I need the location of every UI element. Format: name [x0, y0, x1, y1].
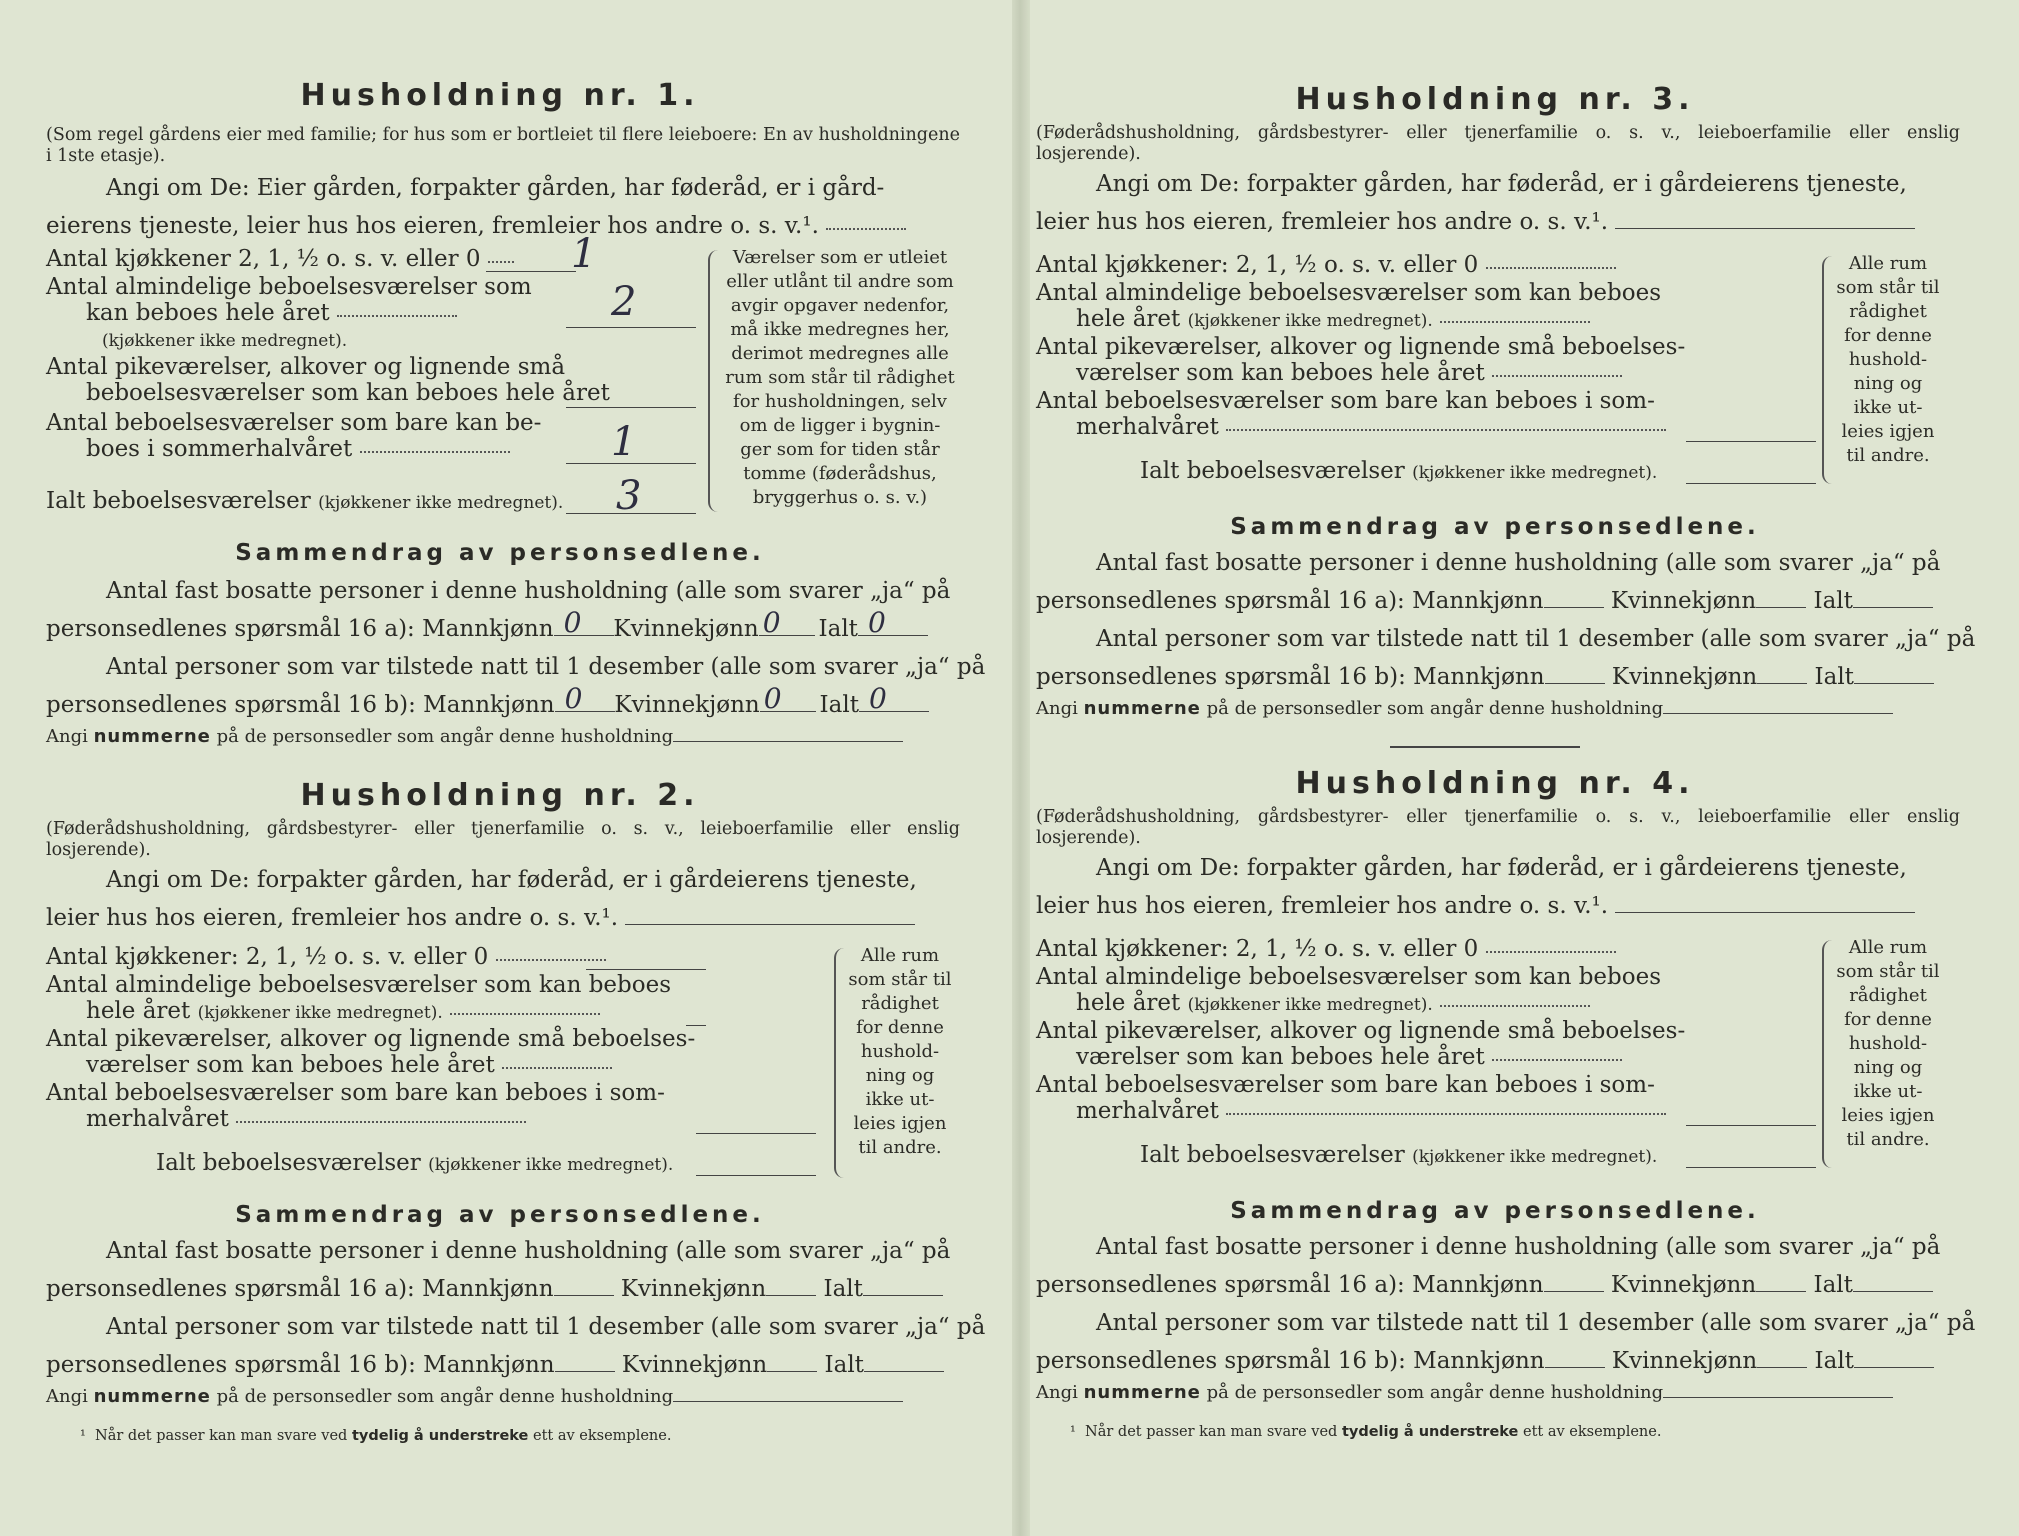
b-mann-answer: 0 — [564, 682, 583, 715]
angi-nummerne: Angi nummerne på de personsedler som angår denne husholdning — [1036, 698, 1960, 719]
alm-row-2: kan beboes hele året — [86, 300, 457, 327]
pike-row-2: værelser som kan beboes hele året — [1076, 1044, 1622, 1071]
summary-b-line-2: personsedlenes spørsmål 16 b): Mannkjønn 0 Kvinnekjønn 0 Ialt 0 — [46, 686, 960, 724]
angi-nummerne: Angi nummerne på de personsedler som angår denne husholdning — [46, 1386, 960, 1407]
rooms-grid — [46, 944, 966, 1174]
alm-row-1: Antal almindelige beboelsesværelser som kan beboes — [1036, 280, 1662, 306]
summary-b-line-1: Antal personer som var tilstede natt til 1 desember (alle som svarer „ja“ på — [1096, 1310, 1976, 1336]
angi-line-1: Angi om De: forpakter gården, har føderåd, er i gårdeierens tjeneste, — [1096, 171, 1907, 197]
household-title: Husholdning nr. 3. — [1295, 82, 1695, 117]
pike-row-1: Antal pikeværelser, alkover og lignende små beboelses- — [1036, 1018, 1686, 1044]
sommer-row-2: merhalvåret — [1076, 414, 1666, 441]
sommer-answer-line[interactable] — [696, 1132, 816, 1134]
kitchens-row: Antal kjøkkener 2, 1, ½ o. s. v. eller 0 — [46, 246, 514, 273]
pike-row-2: beboelsesværelser som kan beboes hele året — [86, 380, 610, 406]
alm-answer: 2 — [611, 279, 637, 325]
sommer-answer-line[interactable] — [1686, 440, 1816, 442]
household-title: Husholdning nr. 4. — [1295, 766, 1695, 801]
ialt-row: Ialt beboelsesværelser (kjøkkener ikke medregnet). — [156, 1150, 674, 1176]
bracket-brace — [708, 250, 724, 512]
summary-b-line-2: personsedlenes spørsmål 16 b): Mannkjønn Kvinnekjønn Ialt — [1036, 1342, 1960, 1380]
angi-line-2: leier hus hos eieren, fremleier hos andre o. s. v.¹. — [1036, 887, 1960, 925]
kitchens-row: Antal kjøkkener: 2, 1, ½ o. s. v. eller 0 — [1036, 936, 1616, 963]
alm-row-2: hele året (kjøkkener ikke medregnet). — [86, 998, 600, 1027]
alm-row-1: Antal almindelige beboelsesværelser som kan beboes — [46, 972, 672, 998]
angi-line-1: Angi om De: forpakter gården, har føderåd, er i gårdeierens tjeneste, — [1096, 855, 1907, 881]
bracket-note: Alle rum som står til rådighet for denne hushold- ning og ikke ut- leies igjen til andre. — [1836, 253, 1940, 466]
ialt-row: Ialt beboelsesværelser (kjøkkener ikke medregnet). — [1140, 1142, 1658, 1168]
kitchens-row: Antal kjøkkener: 2, 1, ½ o. s. v. eller 0 — [1036, 252, 1616, 279]
ialt-row: Ialt beboelsesværelser (kjøkkener ikke medregnet). — [46, 488, 564, 514]
summary-title: Sammendrag av personsedlene. — [1230, 1198, 1760, 1224]
alm-row-3: (kjøkkener ikke medregnet). — [102, 331, 348, 351]
bracket-note: Alle rum som står til rådighet for denne hushold- ning og ikke ut- leies igjen til andre. — [1836, 937, 1940, 1150]
kitchens-answer-line[interactable] — [586, 968, 706, 970]
sommer-row-2: boes i sommerhalvåret — [86, 436, 510, 463]
summary-1 — [40, 540, 986, 747]
household-title: Husholdning nr. 2. — [300, 778, 700, 813]
rooms-grid — [1036, 252, 1966, 492]
b-kvinne-answer: 0 — [763, 682, 782, 715]
summary-title: Sammendrag av personsedlene. — [235, 1202, 765, 1228]
alm-row-1: Antal almindelige beboelsesværelser som — [46, 274, 532, 300]
pike-answer-line[interactable] — [566, 406, 696, 408]
footnote: ¹ Når det passer kan man svare ved tydelig å understreke ett av eksemplene. — [1070, 1424, 1662, 1440]
sommer-row-2: merhalvåret — [1076, 1098, 1666, 1125]
pike-row-2: værelser som kan beboes hele året — [86, 1052, 612, 1079]
sommer-row-1: Antal beboelsesværelser som bare kan beboes i som- — [1036, 388, 1655, 414]
sommer-row-1: Antal beboelsesværelser som bare kan beboes i som- — [46, 1080, 665, 1106]
summary-a-line-1: Antal fast bosatte personer i denne husholdning (alle som svarer „ja“ på — [1096, 550, 1941, 576]
angi-line-2: leier hus hos eieren, fremleier hos andre o. s. v.¹. — [1036, 203, 1960, 241]
ialt-answer: 3 — [616, 473, 642, 519]
page-fold — [1012, 0, 1030, 1536]
angi-line-2: eierens tjeneste, leier hus hos eieren, fremleier hos andre o. s. v.¹. — [46, 207, 960, 245]
kitchens-answer: 1 — [571, 231, 597, 277]
a-mann-answer: 0 — [563, 606, 582, 639]
left-page — [40, 0, 986, 1536]
summary-a-line-2: personsedlenes spørsmål 16 a): Mannkjønn Kvinnekjønn Ialt — [46, 1270, 960, 1308]
bracket-note: Værelser som er utleiet eller utlånt til andre som avgir opgaver nedenfor, må ikke medregnes her, derimot medregnes alle rum som står til rådighet for husholdningen, selv om de ligger i bygnin- ger som for tiden står tomme (føderådshus, bryggerhus o. s. v.) — [725, 247, 955, 508]
angi-nummerne: Angi nummerne på de personsedler som angår denne husholdning — [1036, 1382, 1960, 1403]
alm-row-1: Antal almindelige beboelsesværelser som kan beboes — [1036, 964, 1662, 990]
ialt-row: Ialt beboelsesværelser (kjøkkener ikke medregnet). — [1140, 458, 1658, 484]
summary-b-line-1: Antal personer som var tilstede natt til 1 desember (alle som svarer „ja“ på — [106, 1314, 986, 1340]
ialt-answer-line[interactable] — [1686, 1166, 1816, 1168]
rooms-grid — [1036, 936, 1966, 1176]
summary-a-line-2: personsedlenes spørsmål 16 a): Mannkjønn 0 Kvinnekjønn 0 Ialt 0 — [46, 610, 960, 648]
sommer-row-1: Antal beboelsesværelser som bare kan beboes i som- — [1036, 1072, 1655, 1098]
a-kvinne-answer: 0 — [762, 606, 781, 639]
summary-a-line-1: Antal fast bosatte personer i denne husholdning (alle som svarer „ja“ på — [106, 578, 951, 604]
footnote: ¹ Når det passer kan man svare ved tydelig å understreke ett av eksemplene. — [80, 1428, 672, 1444]
household-note: (Føderådshusholdning, gårdsbestyrer- eller tjenerfamilie o. s. v., leieboerfamilie eller enslig losjerende). — [1036, 123, 1960, 164]
pike-row-1: Antal pikeværelser, alkover og lignende små beboelses- — [46, 1026, 696, 1052]
household-3 — [1030, 82, 1976, 719]
a-ialt-answer: 0 — [867, 606, 886, 639]
bracket-note: Alle rum som står til rådighet for denne hushold- ning og ikke ut- leies igjen til andre. — [848, 945, 952, 1158]
sommer-answer: 1 — [611, 419, 637, 465]
summary-title: Sammendrag av personsedlene. — [1230, 514, 1760, 540]
summary-2 — [40, 1202, 986, 1407]
summary-a-line-2: personsedlenes spørsmål 16 a): Mannkjønn Kvinnekjønn Ialt — [1036, 1266, 1960, 1304]
summary-b-line-1: Antal personer som var tilstede natt til 1 desember (alle som svarer „ja“ på — [106, 654, 986, 680]
sommer-row-1: Antal beboelsesværelser som bare kan be- — [46, 410, 542, 436]
kitchens-row: Antal kjøkkener: 2, 1, ½ o. s. v. eller 0 — [46, 944, 606, 971]
summary-4 — [1030, 1198, 1976, 1403]
summary-a-line-2: personsedlenes spørsmål 16 a): Mannkjønn Kvinnekjønn Ialt — [1036, 582, 1960, 620]
rooms-grid — [46, 231, 966, 519]
alm-row-2: hele året (kjøkkener ikke medregnet). — [1076, 306, 1590, 335]
right-page — [1030, 0, 1976, 1536]
summary-3 — [1030, 514, 1976, 719]
summary-b-line-2: personsedlenes spørsmål 16 b): Mannkjønn Kvinnekjønn Ialt — [46, 1346, 960, 1384]
angi-line-1: Angi om De: forpakter gården, har føderåd, er i gårdeierens tjeneste, — [106, 867, 917, 893]
b-ialt-answer: 0 — [868, 682, 887, 715]
pike-row-2: værelser som kan beboes hele året — [1076, 360, 1622, 387]
angi-line-2: leier hus hos eieren, fremleier hos andre o. s. v.¹. — [46, 899, 960, 937]
summary-a-line-1: Antal fast bosatte personer i denne husholdning (alle som svarer „ja“ på — [106, 1238, 951, 1264]
household-1 — [40, 78, 986, 747]
angi-line-1: Angi om De: Eier gården, forpakter gården, har føderåd, er i gård- — [106, 175, 885, 201]
alm-row-2: hele året (kjøkkener ikke medregnet). — [1076, 990, 1590, 1019]
summary-b-line-2: personsedlenes spørsmål 16 b): Mannkjønn Kvinnekjønn Ialt — [1036, 658, 1960, 696]
kitchens-answer-line[interactable] — [486, 270, 576, 272]
summary-a-line-1: Antal fast bosatte personer i denne husholdning (alle som svarer „ja“ på — [1096, 1234, 1941, 1260]
angi-nummerne: Angi nummerne på de personsedler som angår denne husholdning — [46, 726, 960, 747]
ialt-answer-line[interactable] — [696, 1174, 816, 1176]
household-note: (Som regel gårdens eier med familie; for hus som er bortleiet til flere leieboere: En av husholdningene i 1ste etasje). — [46, 125, 960, 166]
household-title: Husholdning nr. 1. — [300, 78, 700, 113]
pike-row-1: Antal pikeværelser, alkover og lignende små — [46, 354, 566, 380]
alm-answer-line[interactable] — [566, 326, 696, 328]
household-2 — [40, 778, 986, 1407]
sommer-answer-line[interactable] — [1686, 1124, 1816, 1126]
ialt-answer-line[interactable] — [1686, 482, 1816, 484]
household-note: (Føderådshusholdning, gårdsbestyrer- eller tjenerfamilie o. s. v., leieboerfamilie eller enslig losjerende). — [1036, 807, 1960, 848]
pike-row-1: Antal pikeværelser, alkover og lignende små beboelses- — [1036, 334, 1686, 360]
household-4 — [1030, 766, 1976, 1403]
summary-b-line-1: Antal personer som var tilstede natt til 1 desember (alle som svarer „ja“ på — [1096, 626, 1976, 652]
summary-title: Sammendrag av personsedlene. — [235, 540, 765, 566]
household-note: (Føderådshusholdning, gårdsbestyrer- eller tjenerfamilie o. s. v., leieboerfamilie eller enslig losjerende). — [46, 819, 960, 860]
sommer-row-2: merhalvåret — [86, 1106, 526, 1133]
section-divider — [1390, 746, 1580, 748]
